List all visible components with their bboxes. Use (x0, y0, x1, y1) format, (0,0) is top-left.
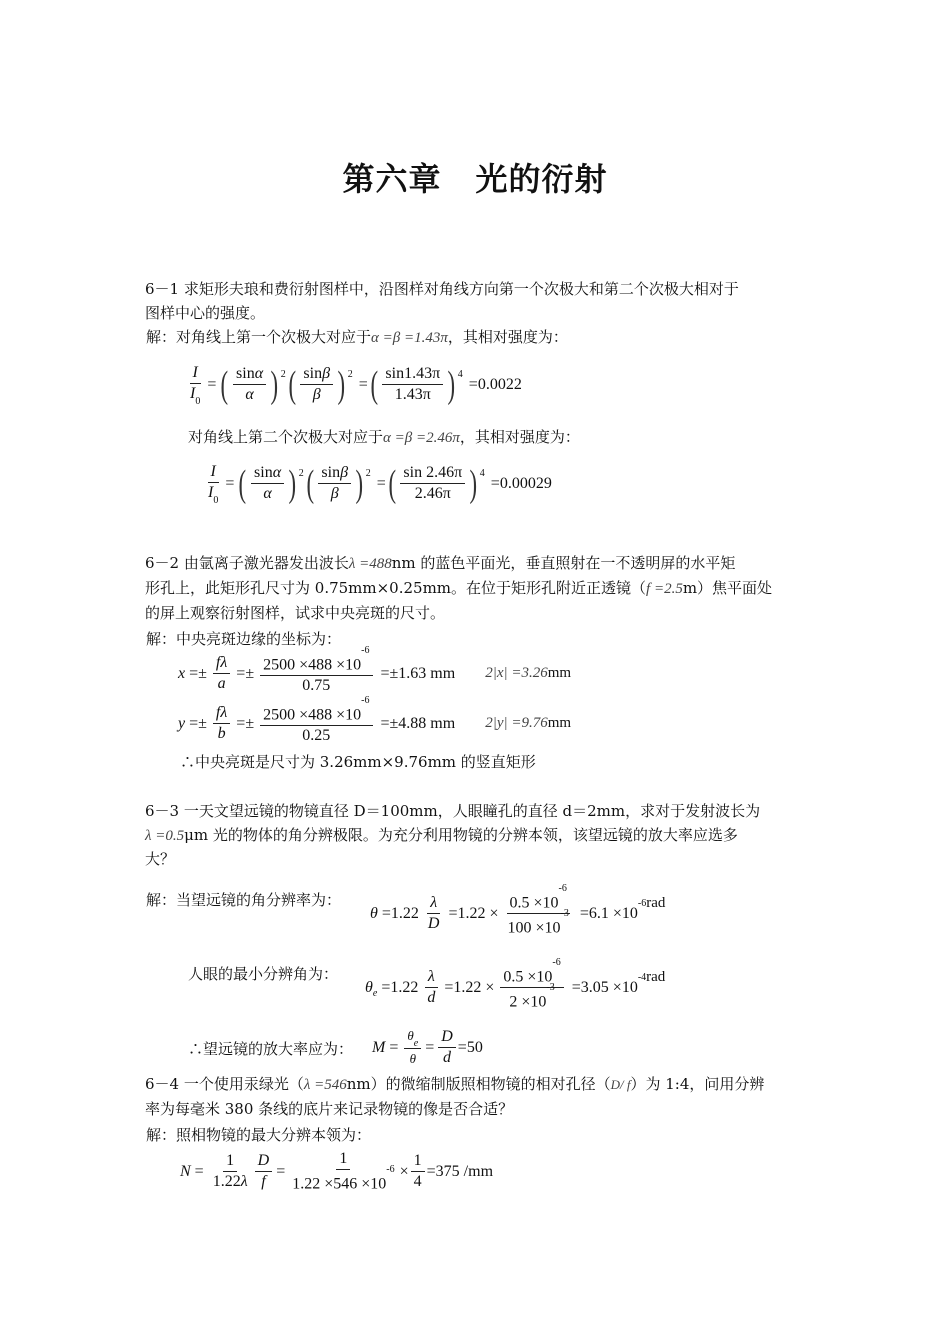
solution-6-1-line2: 对角线上第二个次极大对应于α =β =2.46π，其相对强度为： (188, 428, 580, 446)
problem-6-3-line2: λ =0.5μm 光的物体的角分辨极限。为充分利用物镜的分辨本领，该望远镜的放大率应选多 (145, 826, 738, 844)
equation-6-3-theta: θ =1.22 $\frac{\lambda}{D}$ =1.22 × $\frac{0.5 \times 10^{-6}}{100 \times 10^{-3}}$ =6.1 ×10 -6 rad (370, 883, 666, 937)
problem-6-1-line1: 6－1 求矩形夫琅和费衍射图样中，沿图样对角线方向第一个次极大和第二个次极大相对于 (145, 280, 739, 298)
solution-6-2-line1: 解：中央亮斑边缘的坐标为： (146, 630, 342, 648)
problem-6-2-line3: 的屏上观察衍射图样，试求中央亮斑的尺寸。 (145, 604, 446, 622)
problem-6-4-line2: 率为每毫米 380 条线的底片来记录物镜的像是否合适？ (145, 1100, 514, 1118)
equation-6-1-second: $\frac{I}{I_0}$ = ( sinα α ) 2 ( sinβ β ) 2 = ( sin 2.46π 2.46π ) 4 =0.00029 (208, 462, 552, 506)
problem-6-3-line3: 大？ (145, 850, 176, 868)
equation-6-3-magnification: M = $\frac{\theta_e}{\theta}$ = $\frac{D}{d}$ =50 (372, 1028, 483, 1066)
solution-6-4-line1: 解：照相物镜的最大分辨本领为： (146, 1126, 372, 1144)
equation-6-1-first: $\frac{I}{I_0}$ = ( sinα α ) 2 ( sinβ β ) 2 = ( sin1.43π 1.43π ) 4 =0.0022 (190, 363, 522, 407)
solution-6-3-line3: ∴望远镜的放大率应为： (188, 1040, 354, 1058)
solution-6-3-line1: 解：当望远镜的角分辨率为： (146, 891, 342, 909)
solution-6-1-line1: 解：对角线上第一个次极大对应于α =β =1.43π，其相对强度为： (146, 328, 568, 346)
solution-6-3-line2: 人眼的最小分辨角为： (188, 965, 339, 983)
chapter-title: 第六章 光的衍射 (342, 160, 608, 198)
equation-6-2-x: x =± $\frac{f\lambda}{a}$ =± $\frac{2500 \times 488 \times 10^{-6}}{0.75}$ =±1.63 mm 2|x| =3.26 mm (178, 645, 572, 695)
equation-6-4-resolution: N = $\frac{1}{1.22\lambda}$ $\frac{D}{f}$ = $\frac{1}{1.22 \times 546 \times 10^{-6}}$ × $\frac{1}{4}$ =375 /mm (180, 1150, 494, 1193)
equation-6-2-y: y =± $\frac{f\lambda}{b}$ =± $\frac{2500 \times 488 \times 10^{-6}}{0.25}$ =±4.88 mm 2|y| =9.76 mm (178, 695, 572, 745)
conclusion-6-2: ∴中央亮斑是尺寸为 3.26mm×9.76mm 的竖直矩形 (180, 753, 536, 771)
problem-6-1-line2: 图样中心的强度。 (145, 304, 266, 322)
problem-6-2-line1: 6－2 由氩离子激光器发出波长λ =488nm 的蓝色平面光，垂直照射在一不透明屏的水平矩 (145, 554, 736, 572)
problem-6-4-line1: 6－4 一个使用汞绿光（λ =546nm）的微缩制版照相物镜的相对孔径（D/ f）为 1:4，问用分辨 (145, 1075, 765, 1093)
problem-6-3-line1: 6－3 一天文望远镜的物镜直径 D＝100mm，人眼瞳孔的直径 d＝2mm，求对于发射波长为 (145, 802, 761, 820)
equation-6-3-theta-e: θ e =1.22 $\frac{\lambda}{d}$ =1.22 × $\frac{0.5 \times 10^{-6}}{2 \times 10^{-3}}$ =3.05 ×10 -4 rad (365, 957, 666, 1011)
problem-6-2-line2: 形孔上，此矩形孔尺寸为 0.75mm×0.25mm。在位于矩形孔附近正透镜（f =2.5m）焦平面处 (145, 579, 773, 597)
